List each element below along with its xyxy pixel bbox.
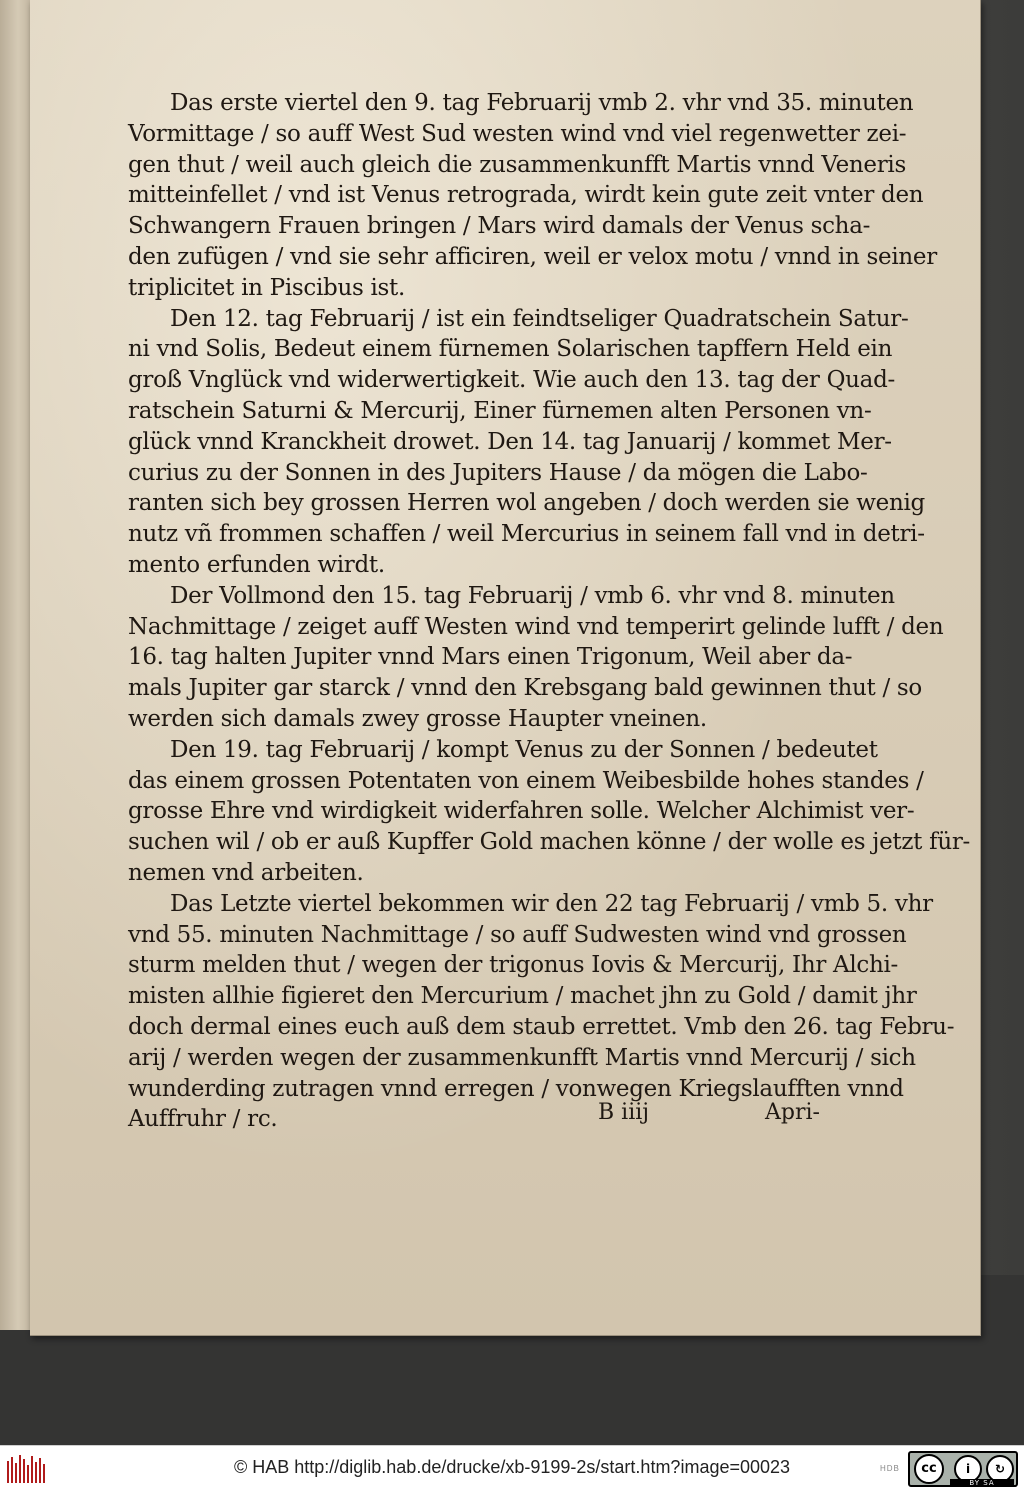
- text-line: mals Jupiter gar starck / vnnd den Krebsgang bald gewinnen thut / so: [128, 675, 922, 702]
- text-line: Auffruhr / rc.: [128, 1106, 278, 1133]
- small-mark: HDB: [880, 1464, 900, 1473]
- text-line: den zufügen / vnd sie sehr afficiren, weil er velox motu / vnnd in seiner: [128, 243, 937, 270]
- text-line: Das Letzte viertel bekommen wir den 22 tag Februarij / vmb 5. vhr: [170, 890, 933, 917]
- by-icon: i: [954, 1455, 982, 1483]
- text-line: nemen vnd arbeiten.: [128, 859, 364, 886]
- text-line: curius zu der Sonnen in des Jupiters Hause / da mögen die Labo-: [128, 459, 868, 486]
- text-line: Vormittage / so auff West Sud westen wind vnd viel regenwetter zei-: [128, 120, 907, 147]
- text-line: ranten sich bey grossen Herren wol angeben / doch werden sie wenig: [128, 490, 925, 517]
- scanned-page: [30, 0, 981, 1336]
- license-strip: BY SA: [950, 1479, 1014, 1487]
- text-line: Schwangern Frauen bringen / Mars wird damals der Venus scha-: [128, 213, 871, 240]
- text-line: doch dermal eines euch auß dem staub errettet. Vmb den 26. tag Febru-: [128, 1013, 955, 1040]
- text-line: ni vnd Solis, Bedeut einem fürnemen Solarischen tapffern Held ein: [128, 336, 893, 363]
- previous-page-edge: [0, 0, 31, 1330]
- attribution-link[interactable]: © HAB http://diglib.hab.de/drucke/xb-9199-2s/start.htm?image=00023: [233, 1457, 791, 1477]
- text-line: gen thut / weil auch gleich die zusammenkunfft Martis vnnd Veneris: [128, 151, 906, 178]
- text-line: nutz vñ frommen schaffen / weil Mercurius in seinem fall vnd in detri-: [128, 521, 925, 548]
- text-line: suchen wil / ob er auß Kupffer Gold machen könne / der wolle es jetzt für-: [128, 829, 971, 856]
- text-line: mento erfunden wirdt.: [128, 551, 385, 578]
- text-line: Den 19. tag Februarij / kompt Venus zu der Sonnen / bedeutet: [170, 736, 878, 763]
- text-line: Der Vollmond den 15. tag Februarij / vmb 6. vhr vnd 8. minuten: [170, 582, 895, 609]
- page-text: [128, 88, 971, 1135]
- text-line: wunderding zutragen vnnd erregen / vonwegen Kriegslaufften vnnd: [128, 1075, 904, 1102]
- cc-icon: cc: [914, 1454, 944, 1484]
- text-line: werden sich damals zwey grosse Haupter vneinen.: [128, 705, 707, 732]
- text-line: triplicitet in Piscibus ist.: [128, 274, 405, 301]
- text-line: grosse Ehre vnd wirdigkeit widerfahren solle. Welcher Alchimist ver-: [128, 798, 915, 825]
- text-line: sturm melden thut / wegen der trigonus Iovis & Mercurij, Ihr Alchi-: [128, 952, 899, 979]
- text-line: groß Vnglück vnd widerwertigkeit. Wie auch den 13. tag der Quad-: [128, 367, 895, 394]
- text-line: Nachmittage / zeiget auff Westen wind vnd temperirt gelinde lufft / den: [128, 613, 944, 640]
- text-line: das einem grossen Potentaten von einem Weibesbilde hohes standes /: [128, 767, 924, 794]
- text-line: mitteinfellet / vnd ist Venus retrograda, wirdt kein gute zeit vnter den: [128, 182, 924, 209]
- catchword: Apri-: [765, 1100, 820, 1125]
- text-line: vnd 55. minuten Nachmittage / so auff Sudwesten wind vnd grossen: [128, 921, 907, 948]
- text-line: glück vnnd Kranckheit drowet. Den 14. tag Januarij / kommet Mer-: [128, 428, 892, 455]
- text-line: ratschein Saturni & Mercurij, Einer fürnemen alten Personen vn-: [128, 397, 872, 424]
- signature-mark: B iiij: [598, 1100, 650, 1125]
- text-line: Das erste viertel den 9. tag Februarij vmb 2. vhr vnd 35. minuten: [170, 90, 914, 116]
- attribution-bar: [0, 1445, 1024, 1492]
- cc-license-badge[interactable]: [908, 1451, 1018, 1487]
- sa-icon: ↻: [986, 1455, 1014, 1483]
- text-line: arij / werden wegen der zusammenkunfft Martis vnnd Mercurij / sich: [128, 1044, 916, 1071]
- text-line: Den 12. tag Februarij / ist ein feindtseliger Quadratschein Satur-: [170, 305, 909, 332]
- text-line: misten allhie figieret den Mercurium / machet jhn zu Gold / damit jhr: [128, 983, 917, 1010]
- text-line: 16. tag halten Jupiter vnnd Mars einen Trigonum, Weil aber da-: [128, 644, 853, 671]
